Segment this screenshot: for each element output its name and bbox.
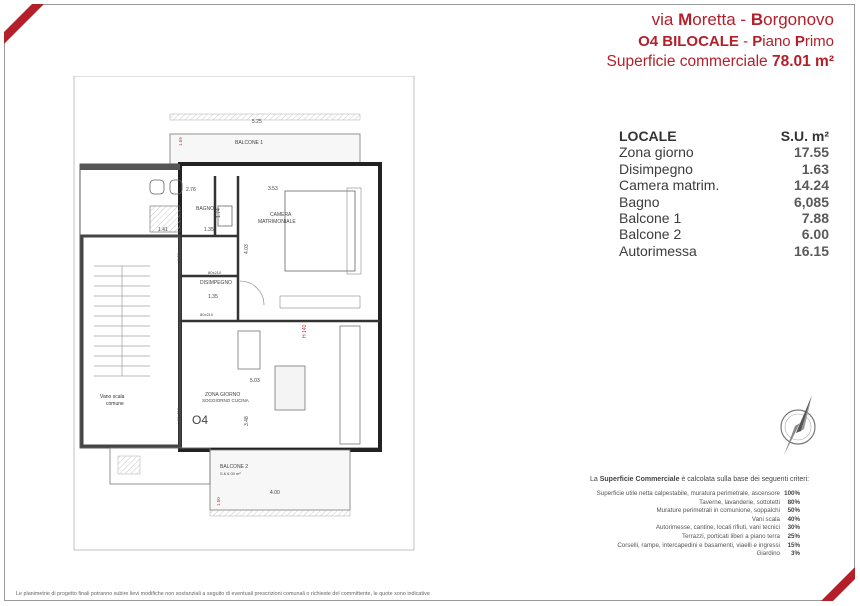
svg-text:1.41: 1.41	[158, 227, 168, 233]
criteria-item: Murature perimetrali in comunione, soppalchi 50%	[656, 507, 800, 515]
unit-title: O4 BILOCALE - Piano Primo	[638, 33, 834, 50]
balcone-2-area	[210, 450, 350, 510]
svg-text:0.90: 0.90	[176, 253, 181, 261]
corner-decoration-bottom-right-inner	[833, 579, 855, 601]
commercial-area-title: Superficie commerciale 78.01 m²	[606, 53, 834, 70]
svg-text:1.35: 1.35	[208, 294, 218, 300]
svg-text:80x210: 80x210	[200, 312, 214, 317]
dining-table	[275, 366, 305, 410]
svg-text:1.59: 1.59	[178, 137, 183, 146]
sofa	[238, 331, 260, 369]
address-title: via Moretta - Borgonovo	[651, 10, 834, 29]
header-locale: LOCALE	[619, 128, 677, 144]
criteria-item: Terrazzi, porticati liberi a piano terra 25%	[681, 532, 800, 540]
svg-text:1.50: 1.50	[216, 497, 221, 506]
disclaimer: Le planimetrie di progetto finali potranno subire lievi modifiche non sostanziali a seguito di eventuali prescrizioni comunali o richieste del committente, le quote sono indicative	[16, 591, 430, 597]
svg-text:80x210: 80x210	[176, 407, 181, 421]
svg-text:ZONA GIORNO: ZONA GIORNO	[205, 392, 241, 398]
svg-text:DISIMPEGNO: DISIMPEGNO	[200, 280, 232, 286]
bed	[285, 191, 355, 271]
svg-text:SOGGIORNO CUCINA: SOGGIORNO CUCINA	[202, 398, 249, 403]
criteria-item: Giardino 3%	[756, 550, 800, 558]
stair-treads	[94, 266, 150, 376]
svg-text:1.74: 1.74	[216, 208, 222, 218]
rooms-row: Autorimessa 16.15	[619, 242, 829, 259]
svg-text:4.00: 4.00	[270, 490, 280, 496]
rooms-row: Zona giorno 17.55	[619, 144, 829, 161]
svg-text:5.03: 5.03	[250, 378, 260, 384]
unit-label: O4	[192, 413, 209, 427]
criteria-item: Corselli, rampe, intercapedini e basamenti, viaelli e ingressi 15%	[617, 541, 800, 549]
balcone-1-area	[170, 134, 360, 164]
criteria-intro: La Superficie Commerciale è calcolata sulla base dei seguenti criteri:	[590, 476, 810, 483]
rooms-row: Bagno 6,085	[619, 193, 829, 210]
stair-walls	[82, 236, 180, 446]
corner-decoration-top-left-inner	[4, 4, 32, 32]
header-su: S.U. m²	[780, 128, 829, 144]
rooms-row: Disimpegno 1.63	[619, 160, 829, 177]
svg-text:3.48: 3.48	[244, 416, 250, 426]
svg-text:S.6 6.00 m²: S.6 6.00 m²	[220, 471, 241, 476]
svg-text:3.53: 3.53	[268, 186, 278, 192]
svg-text:MATRIMONIALE: MATRIMONIALE	[258, 219, 296, 225]
rooms-row: Balcone 2 6.00	[619, 226, 829, 243]
svg-text:BALCONE 2: BALCONE 2	[220, 464, 249, 470]
criteria-list	[560, 490, 800, 559]
svg-text:5.25: 5.25	[252, 119, 262, 125]
svg-text:1.35: 1.35	[204, 227, 214, 233]
svg-text:Vano scala: Vano scala	[100, 394, 125, 400]
svg-text:CAMERA: CAMERA	[270, 212, 292, 218]
criteria-item: Taverne, lavanderie, sottotetti 80%	[699, 498, 800, 506]
svg-text:H 140: H 140	[302, 324, 308, 338]
rooms-table-header	[619, 128, 829, 144]
svg-text:80x210: 80x210	[208, 270, 222, 275]
svg-text:comune: comune	[106, 401, 124, 407]
svg-text:BAGNO: BAGNO	[196, 206, 215, 212]
rooms-row: Balcone 1 7.88	[619, 210, 829, 227]
criteria-item: Vani scala 40%	[751, 515, 800, 523]
balcone-1-label: BALCONE 1	[235, 140, 264, 146]
floor-plan	[70, 76, 420, 556]
rooms-row: Camera matrim. 14.24	[619, 177, 829, 194]
criteria-item: Superficie utile netta calpestabile, muratura perimetrale, ascensore 100%	[596, 490, 800, 497]
svg-text:2.76: 2.76	[186, 187, 196, 193]
rooms-table	[619, 128, 829, 259]
north-arrow-icon	[776, 393, 820, 459]
criteria-item: Autorimesse, cantine, locali rifiuti, vani tecnici 30%	[655, 524, 800, 532]
kitchen-counter	[340, 326, 360, 444]
svg-text:4.03: 4.03	[244, 244, 250, 254]
wardrobe	[280, 296, 360, 308]
